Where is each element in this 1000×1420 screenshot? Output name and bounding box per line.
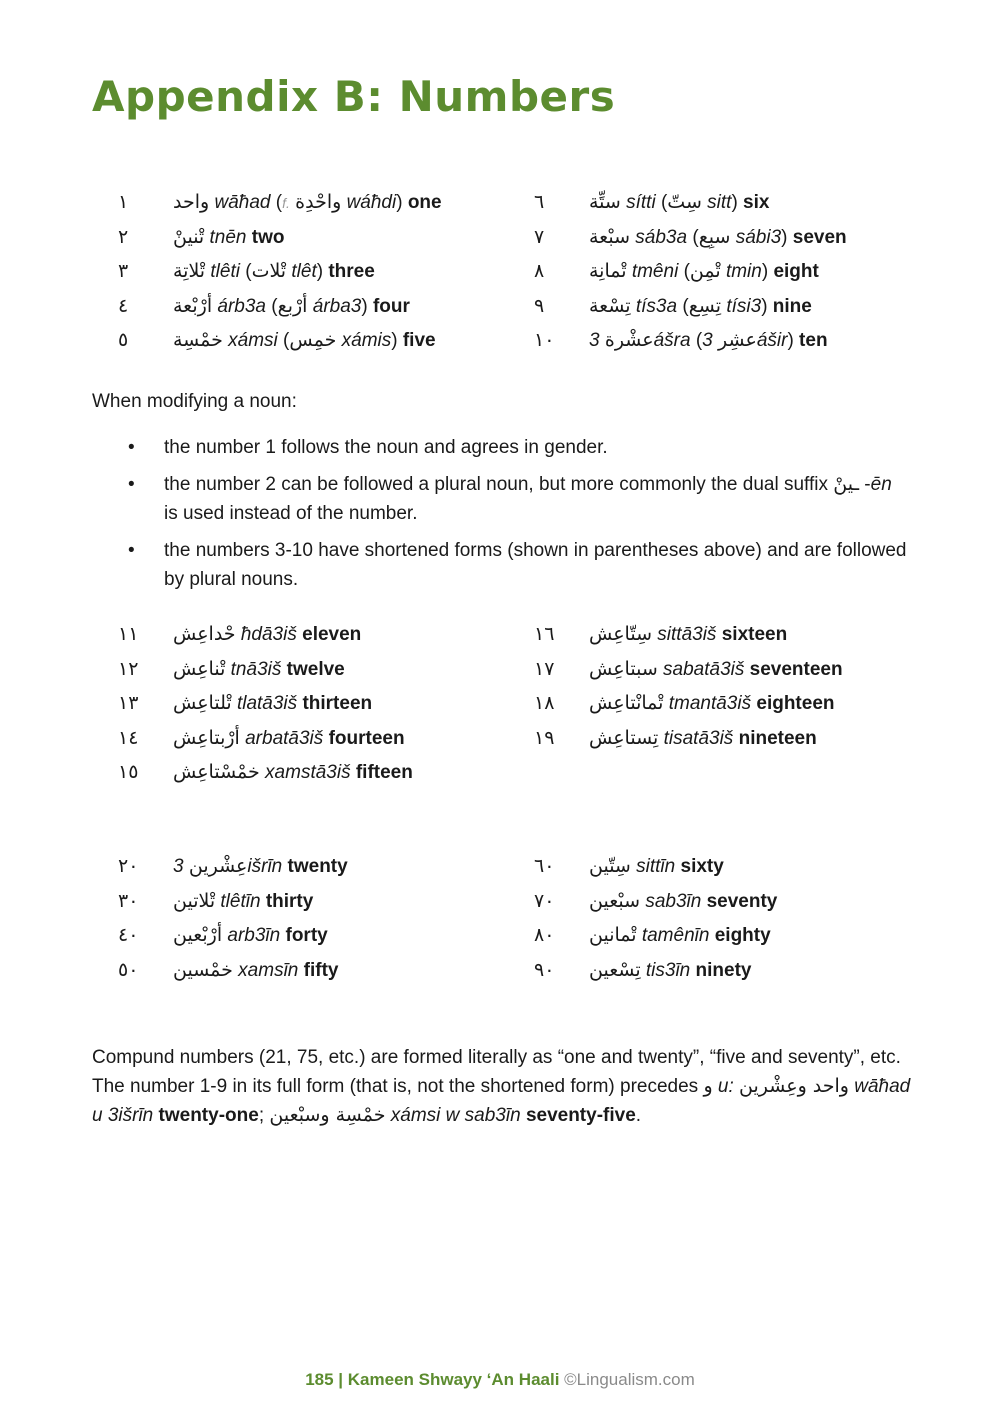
short-form-transliteration: sábi3 (735, 226, 782, 248)
arabic-word: أرْبْعين (173, 924, 223, 947)
arabic-word: واحد (173, 191, 210, 213)
number-entry (173, 721, 405, 757)
short-form-transliteration: árba3 (312, 295, 362, 317)
number-entry (589, 652, 843, 688)
paren-close: ) (316, 261, 329, 283)
short-form-transliteration: tmin (725, 261, 762, 283)
arabic-numeral: ١٤ (118, 726, 139, 749)
arabic-word: تْنينْ (173, 225, 205, 248)
arabic-numeral: ١٨ (534, 692, 555, 715)
suffix-transliteration: ēn (870, 474, 892, 495)
english-word: twelve (286, 658, 345, 680)
arabic-numeral: ٨ (534, 260, 545, 283)
arabic-numeral: ١٦ (534, 623, 555, 645)
arabic-short-form: عشِر (718, 329, 757, 352)
arabic-word: حْداعِش (173, 623, 236, 645)
transliteration: ħdā3iš (240, 624, 297, 645)
transliteration: tmantā3iš (668, 693, 752, 715)
transliteration: tamênīn (641, 925, 710, 947)
rule-item (128, 470, 908, 528)
paren-open: ( (277, 330, 290, 352)
transliteration: tlêtīn (220, 890, 261, 912)
paren-close: ) (787, 330, 800, 352)
arabic-word: تِستاعِش (589, 726, 659, 749)
book-title: Kameen Shwayy ‘An Haali (347, 1370, 560, 1389)
compound-text: Compund numbers (21, 75, etc.) are formed literally as “one and twenty”, “five and seventy”, etc. The number 1-9 in its full form (that is, not the shortened form) precedes (92, 1047, 901, 1097)
arabic-word: سبْعة (589, 225, 631, 248)
paren-open: ( (655, 192, 668, 213)
arabic-word: ستِّة (589, 191, 621, 213)
english-word: six (743, 192, 770, 213)
number-entry (173, 220, 284, 256)
arabic-numeral: ٣ (118, 260, 129, 283)
arabic-suffix: ـينْ (833, 473, 860, 495)
transliteration: 3išrīn (173, 856, 283, 877)
number-entry (173, 755, 413, 791)
numbers-column-right (534, 849, 954, 987)
transliteration: tnēn (209, 226, 247, 248)
number-entry (173, 849, 348, 885)
translit-example-2: xámsi w sab3īn (385, 1105, 526, 1126)
english-word: seven (792, 226, 847, 248)
arabic-numeral: ٦ (534, 191, 545, 213)
period: . (635, 1105, 642, 1126)
arabic-numeral: ٤ (118, 294, 129, 317)
number-row (534, 220, 954, 255)
arabic-numeral: ٨٠ (534, 924, 555, 947)
number-row (118, 617, 538, 652)
short-form-transliteration: wáħdi (346, 192, 397, 213)
rule-text: the numbers 3-10 have shortened forms (shown in parentheses above) and are followed by plural nouns. (164, 540, 907, 590)
number-row (534, 254, 954, 289)
number-row (118, 721, 538, 756)
arabic-numeral: ١٣ (118, 692, 139, 715)
paren-close: ) (396, 192, 408, 213)
paren-open: ( (687, 226, 699, 248)
number-entry (589, 289, 812, 325)
compound-numbers-paragraph (92, 1043, 912, 1130)
english-word: one (407, 192, 442, 213)
arabic-numeral: ٥ (118, 329, 129, 352)
arabic-short-form: تْلات (251, 260, 287, 283)
number-entry (173, 185, 442, 221)
arabic-example-1: واحد وعِشْرين (739, 1075, 849, 1097)
number-entry (173, 323, 436, 359)
numbers-column-right (534, 185, 954, 358)
rule-text: the number 1 follows the noun and agrees in gender. (164, 437, 608, 458)
arabic-word: أرْبْعة (173, 294, 213, 317)
paren-open: ( (690, 330, 703, 352)
page-title: Appendix B: Numbers (92, 72, 616, 121)
arabic-numeral: ٧٠ (534, 889, 555, 912)
number-entry (589, 884, 777, 920)
number-row (118, 254, 538, 289)
number-entry (173, 918, 328, 954)
rule-text-end: is used instead of the number. (164, 503, 418, 524)
arabic-short-form: سبِع (698, 225, 731, 248)
transliteration: sittā3iš (657, 624, 717, 645)
short-form-transliteration: xámis (341, 330, 392, 352)
english-word: seventeen (749, 658, 843, 680)
english-example-2: seventy-five (525, 1105, 636, 1126)
arabic-word: سِتّين (589, 855, 631, 877)
paren-open: ( (677, 295, 689, 317)
number-row (118, 652, 538, 687)
transliteration: árb3a (217, 295, 266, 317)
transliteration: tisatā3iš (663, 727, 734, 749)
transliteration: sittīn (636, 856, 676, 877)
transliteration: sáb3a (635, 226, 688, 248)
transliteration: tlêti (210, 261, 240, 283)
english-word: nineteen (738, 727, 817, 749)
number-entry (173, 953, 338, 989)
arabic-short-form: تْمِن (689, 260, 721, 283)
arabic-numeral: ٩٠ (534, 958, 555, 981)
arabic-numeral: ٢ (118, 225, 129, 248)
short-form-transliteration: sitt (707, 192, 732, 213)
numbers-column-left (118, 849, 538, 987)
transliteration: arb3īn (227, 925, 281, 947)
short-form-transliteration: tísi3 (726, 295, 762, 317)
arabic-short-form: تِسِع (688, 294, 722, 317)
arabic-numeral: ٧ (534, 225, 545, 248)
separator: ; (258, 1105, 270, 1126)
english-word: ninety (695, 959, 752, 981)
number-entry (173, 652, 345, 688)
transliteration: tís3a (635, 295, 678, 317)
transliteration: sítti (626, 192, 656, 213)
page-number: 185 (305, 1370, 334, 1389)
arabic-word: خمْسِة (173, 329, 223, 352)
paren-open: ( (266, 295, 278, 317)
arabic-word: تْمانْتاعِش (589, 692, 664, 715)
number-row (118, 686, 538, 721)
number-row (118, 323, 538, 358)
transliteration: sab3īn (645, 890, 702, 912)
arabic-word: تْمانين (589, 924, 637, 947)
number-row (534, 686, 954, 721)
number-entry (173, 686, 372, 722)
number-entry (589, 918, 771, 954)
number-entry (589, 721, 817, 757)
arabic-short-form: أرْبع (277, 294, 308, 317)
dash: - (859, 474, 871, 495)
arabic-word: خمْسين (173, 958, 233, 981)
arabic-numeral: ٢٠ (118, 855, 139, 877)
english-word: eleven (302, 624, 362, 645)
arabic-word: سبتاعِش (589, 657, 658, 680)
number-row (534, 323, 954, 358)
transliteration: tnā3iš (230, 658, 282, 680)
english-word: thirteen (302, 693, 373, 715)
number-row (534, 721, 954, 756)
number-row (534, 289, 954, 324)
number-entry (589, 220, 847, 256)
short-form-transliteration: 3ášir (702, 330, 788, 352)
number-row (118, 289, 538, 324)
feminine-marker: f. (282, 195, 290, 211)
arabic-word: أرْبتاعِش (173, 726, 240, 749)
footer-separator: | (333, 1370, 348, 1389)
english-word: twenty (287, 856, 348, 877)
number-row (534, 953, 954, 988)
arabic-short-form: خمِس (289, 329, 337, 352)
numbers-column-left (118, 185, 538, 358)
english-word: seventy (706, 890, 778, 912)
transliteration: tmêni (631, 261, 679, 283)
arabic-short-form: سِتّ (667, 191, 702, 213)
number-row (534, 617, 954, 652)
arabic-word: سبْعين (589, 889, 641, 912)
paren-close: ) (761, 295, 773, 317)
paren-close: ) (731, 192, 744, 213)
number-row (534, 884, 954, 919)
modifying-intro: When modifying a noun: (92, 391, 297, 412)
paren-open: ( (678, 261, 690, 283)
english-word: eighteen (756, 693, 835, 715)
english-word: forty (285, 925, 328, 947)
copyright: ©Lingualism.com (559, 1370, 695, 1389)
arabic-numeral: ١٩ (534, 726, 555, 749)
number-entry (589, 686, 835, 722)
english-word: eighty (714, 925, 771, 947)
translit-example-1: wāħad u 3išrīn (92, 1076, 911, 1126)
arabic-numeral: ١ (118, 191, 129, 213)
arabic-wa: و (703, 1075, 713, 1097)
english-word: nine (772, 295, 812, 317)
number-entry (589, 849, 724, 885)
arabic-word: عِشْرين (188, 855, 248, 877)
page-footer (0, 1370, 1000, 1390)
english-word: sixty (680, 856, 724, 877)
english-word: fifteen (355, 762, 413, 784)
paren-open: ( (270, 192, 283, 213)
bullet-icon: • (128, 437, 135, 458)
english-word: ten (799, 330, 828, 352)
number-entry (173, 254, 375, 290)
rule-item (128, 536, 908, 594)
transliteration: xamstā3iš (265, 762, 351, 784)
arabic-numeral: ١١ (118, 623, 139, 645)
numbers-column-right (534, 617, 954, 755)
english-word: eight (773, 261, 819, 283)
paren-close: ) (761, 261, 774, 283)
number-row (118, 884, 538, 919)
arabic-numeral: ١٢ (118, 657, 139, 680)
arabic-word: تْمانِة (589, 260, 627, 283)
number-row (118, 953, 538, 988)
rule-item (128, 433, 908, 462)
arabic-word: سِتّاعِش (589, 623, 653, 645)
arabic-word: تِسْعين (589, 958, 641, 981)
paren-open: ( (239, 261, 252, 283)
transliteration: xámsi (228, 330, 278, 352)
number-row (534, 849, 954, 884)
paren-close: ) (391, 330, 403, 352)
number-row (118, 849, 538, 884)
rule-text: the number 2 can be followed a plural noun, but more commonly the dual suffix (164, 474, 834, 495)
english-word: three (328, 261, 375, 283)
translit-u: u: (712, 1076, 740, 1097)
arabic-word: تِسْعة (589, 294, 631, 317)
number-row (534, 652, 954, 687)
arabic-numeral: ٤٠ (118, 924, 139, 947)
english-word: four (372, 295, 410, 317)
number-row (118, 755, 538, 790)
number-entry (589, 254, 819, 290)
transliteration: arbatā3iš (245, 727, 324, 749)
english-word: five (402, 330, 436, 352)
number-row (118, 220, 538, 255)
arabic-numeral: ١٧ (534, 657, 555, 680)
arabic-numeral: ٦٠ (534, 855, 555, 877)
arabic-word: خمْسْتاعِش (173, 761, 260, 784)
english-word: two (251, 226, 285, 248)
numbers-column-left (118, 617, 538, 790)
number-entry (173, 884, 313, 920)
arabic-word: تْلتاعِش (173, 692, 232, 715)
arabic-numeral: ١٠ (534, 329, 555, 352)
paren-close: ) (361, 295, 373, 317)
english-word: sixteen (721, 624, 788, 645)
english-word: fourteen (328, 727, 405, 749)
number-entry (173, 617, 361, 653)
arabic-word: تْلاتِة (173, 260, 206, 283)
number-row (534, 918, 954, 953)
transliteration: xamsīn (238, 959, 299, 981)
arabic-word: تْلاتين (173, 889, 216, 912)
transliteration: sabatā3iš (663, 658, 745, 680)
english-example-1: twenty-one (158, 1105, 259, 1126)
english-word: fifty (303, 959, 339, 981)
paren-close: ) (781, 226, 793, 248)
english-word: thirty (265, 890, 314, 912)
transliteration: 3ášra (589, 330, 691, 352)
number-entry (589, 617, 787, 653)
number-entry (589, 953, 751, 989)
arabic-numeral: ٥٠ (118, 958, 139, 981)
modifying-rules-list (128, 433, 908, 602)
transliteration: tlatā3iš (236, 693, 298, 715)
arabic-short-form: واحْدِة (295, 191, 342, 213)
arabic-example-2: خمْسِة وسبْعين (269, 1104, 386, 1126)
transliteration: wāħad (214, 192, 271, 213)
number-row (118, 918, 538, 953)
number-entry (589, 185, 769, 221)
bullet-icon: • (128, 540, 135, 561)
number-entry (589, 323, 828, 359)
number-row (118, 185, 538, 220)
arabic-word: تْناعِش (173, 657, 226, 680)
bullet-icon: • (128, 474, 135, 495)
number-row (534, 185, 954, 220)
transliteration: tis3īn (645, 959, 691, 981)
arabic-word: عشْرة (604, 329, 654, 352)
arabic-numeral: ١٥ (118, 761, 139, 784)
number-entry (173, 289, 410, 325)
short-form-transliteration: tlêt (291, 261, 317, 283)
arabic-numeral: ٩ (534, 294, 545, 317)
arabic-numeral: ٣٠ (118, 889, 139, 912)
